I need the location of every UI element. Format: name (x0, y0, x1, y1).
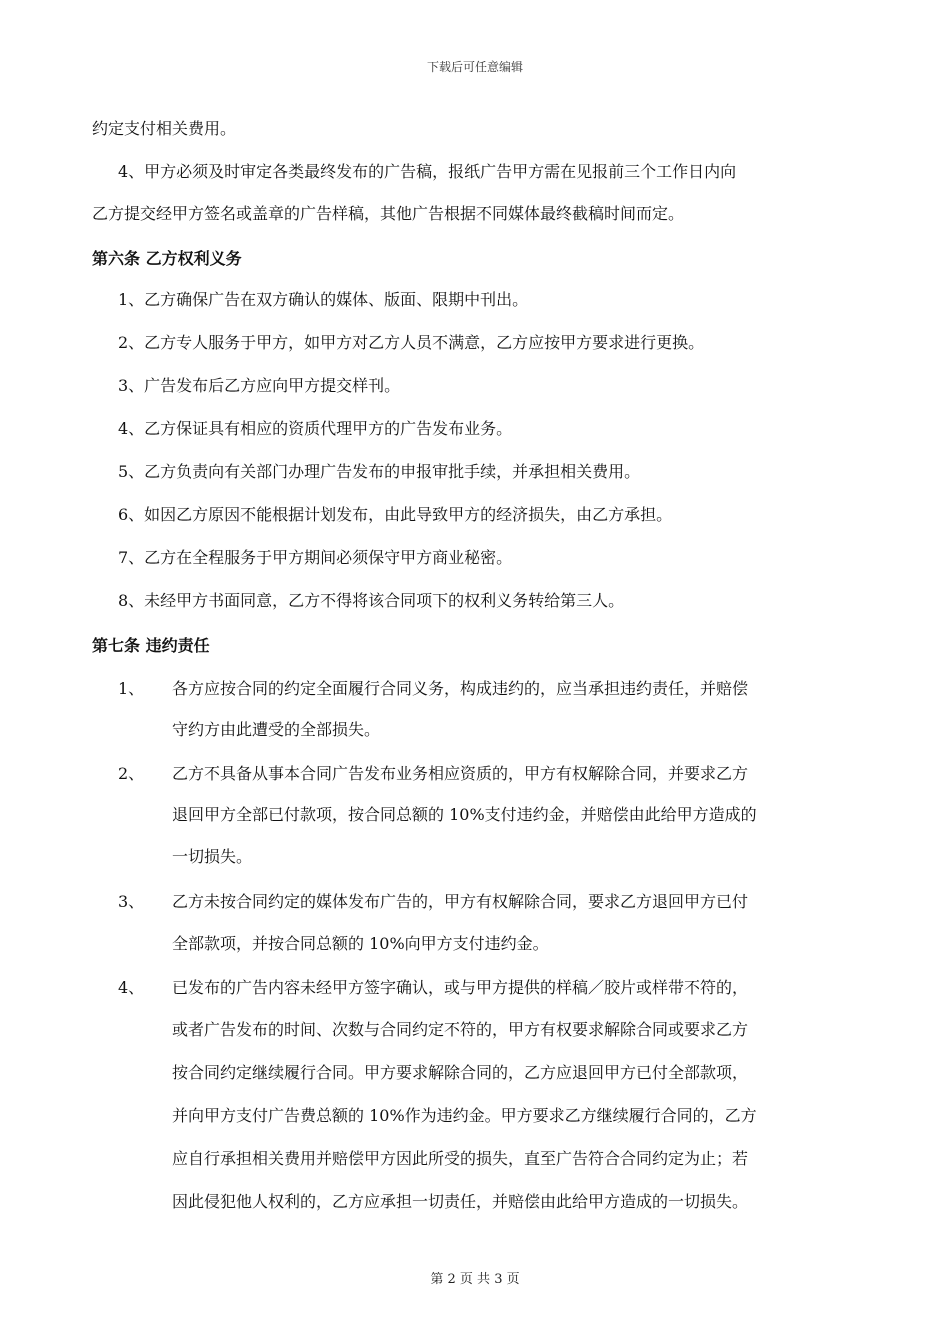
clause-line: 因此侵犯他人权利的，乙方应承担一切责任，并赔偿由此给甲方造成的一切损失。 (172, 1192, 749, 1211)
article7-heading: 第七条 违约责任 (92, 636, 210, 655)
clause-line: 或者广告发布的时间、次数与合同约定不符的，甲方有权要求解除合同或要求乙方 (172, 1020, 749, 1039)
clause-line: 已发布的广告内容未经甲方签字确认，或与甲方提供的样稿／胶片或样带不符的， (172, 978, 749, 997)
clause-line: 一切损失。 (172, 847, 253, 866)
article6-item: 7、乙方在全程服务于甲方期间必须保守甲方商业秘密。 (118, 548, 513, 567)
article6-item: 6、如因乙方原因不能根据计划发布，由此导致甲方的经济损失，由乙方承担。 (118, 505, 673, 524)
intro-item4-line1: 4、甲方必须及时审定各类最终发布的广告稿，报纸广告甲方需在见报前三个工作日内向 (118, 162, 737, 181)
clause-line: 退回甲方全部已付款项，按合同总额的 10%支付违约金，并赔偿由此给甲方造成的 (172, 805, 757, 824)
clause-line: 守约方由此遭受的全部损失。 (172, 720, 381, 739)
clause-line: 应自行承担相关费用并赔偿甲方因此所受的损失，直至广告符合合同约定为止；若 (172, 1149, 749, 1168)
clause-line: 全部款项，并按合同总额的 10%向甲方支付违约金。 (172, 934, 549, 953)
article6-item: 8、未经甲方书面同意，乙方不得将该合同项下的权利义务转给第三人。 (118, 591, 625, 610)
clause-number: 2、 (118, 764, 145, 783)
clause-line: 并向甲方支付广告费总额的 10%作为违约金。甲方要求乙方继续履行合同的，乙方 (172, 1106, 757, 1125)
intro-line: 约定支付相关费用。 (92, 119, 237, 138)
article6-item: 2、乙方专人服务于甲方，如甲方对乙方人员不满意，乙方应按甲方要求进行更换。 (118, 333, 705, 352)
article6-item: 3、广告发布后乙方应向甲方提交样刊。 (118, 376, 401, 395)
intro-item4-line2: 乙方提交经甲方签名或盖章的广告样稿，其他广告根据不同媒体最终截稿时间而定。 (92, 204, 685, 223)
clause-line: 乙方未按合同约定的媒体发布广告的，甲方有权解除合同，要求乙方退回甲方已付 (172, 892, 749, 911)
clause-number: 4、 (118, 978, 145, 997)
clause-line: 各方应按合同的约定全面履行合同义务，构成违约的，应当承担违约责任，并赔偿 (172, 679, 749, 698)
clause-line: 按合同约定继续履行合同。甲方要求解除合同的，乙方应退回甲方已付全部款项， (172, 1063, 749, 1082)
page-footer: 第 2 页 共 3 页 (430, 1272, 520, 1287)
clause-number: 1、 (118, 679, 145, 698)
article6-item: 1、乙方确保广告在双方确认的媒体、版面、限期中刊出。 (118, 290, 529, 309)
article6-item: 5、乙方负责向有关部门办理广告发布的申报审批手续，并承担相关费用。 (118, 462, 641, 481)
clause-line: 乙方不具备从事本合同广告发布业务相应资质的，甲方有权解除合同，并要求乙方 (172, 764, 749, 783)
article6-item: 4、乙方保证具有相应的资质代理甲方的广告发布业务。 (118, 419, 513, 438)
clause-number: 3、 (118, 892, 145, 911)
article6-heading: 第六条 乙方权利义务 (92, 249, 242, 268)
page-header: 下载后可任意编辑 (426, 60, 523, 74)
